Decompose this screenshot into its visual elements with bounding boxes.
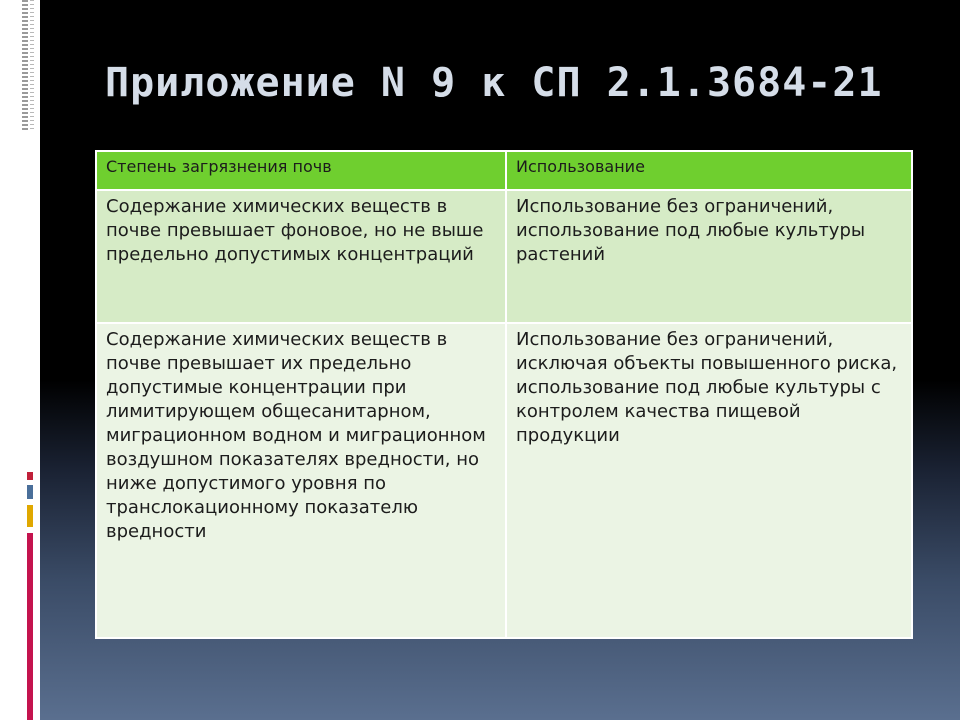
cell-usage: Использование без ограничений, исключая объекты повышенного риска, использование под любые культуры с контролем качества пищевой продукции	[506, 323, 912, 638]
table-row	[96, 323, 912, 638]
table-row	[96, 190, 912, 323]
decorative-red-block	[27, 472, 33, 480]
cell-usage: Использование без ограничений, использование под любые культуры растений	[506, 190, 912, 323]
cell-pollution-degree: Содержание химических веществ в почве превышает фоновое, но не выше предельно допустимых концентраций	[96, 190, 506, 323]
decorative-gold-block	[27, 505, 33, 527]
cell-pollution-degree: Содержание химических веществ в почве превышает их предельно допустимые концентрации при лимитирующем общесанитарном, миграционном водном и миграционном воздушном показателях вредности, но ниже допустимого уровня по транслокационному показателю вредности	[96, 323, 506, 638]
decorative-pink-bar	[27, 533, 33, 720]
header-pollution-degree: Степень загрязнения почв	[96, 151, 506, 190]
slide-title: Приложение N 9 к СП 2.1.3684-21	[105, 60, 883, 106]
decorative-stripes-secondary	[30, 0, 34, 130]
table-header-row	[96, 151, 912, 190]
left-decoration-strip	[0, 0, 40, 720]
decorative-blue-block	[27, 485, 33, 499]
header-usage: Использование	[506, 151, 912, 190]
soil-usage-table	[95, 150, 913, 639]
decorative-stripes	[22, 0, 28, 130]
